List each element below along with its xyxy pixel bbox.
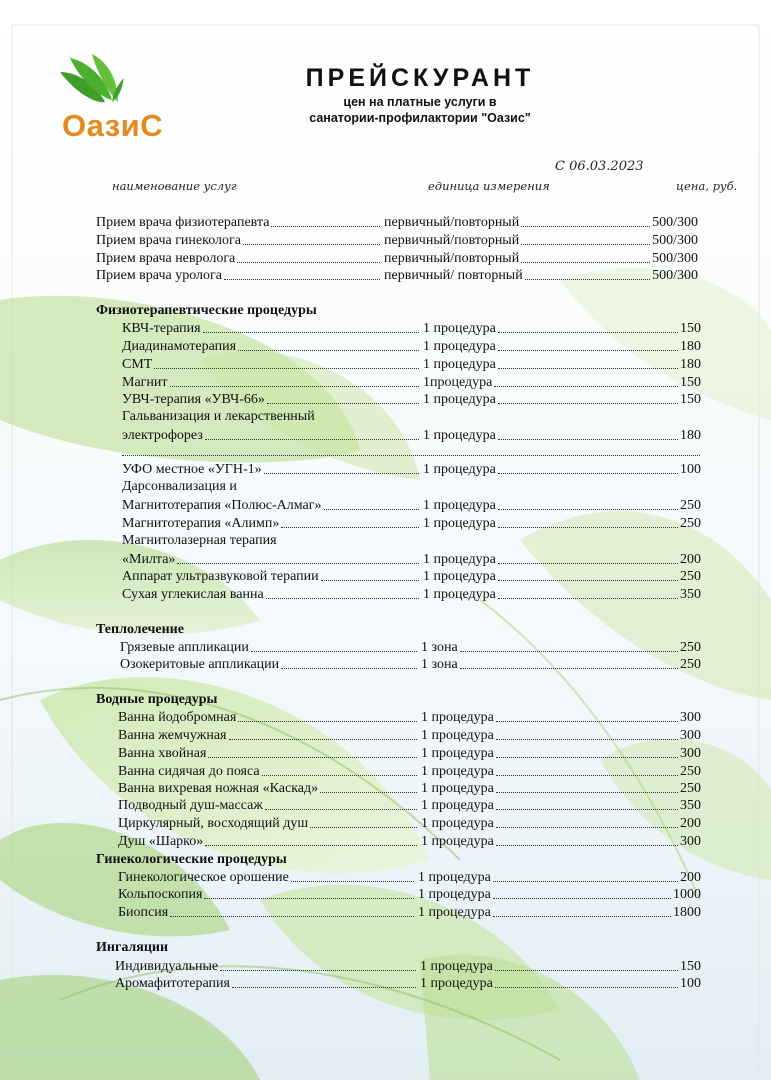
leader-dots xyxy=(460,651,678,652)
unit-label: 1 процедура xyxy=(423,498,496,513)
unit-label: первичный/повторный xyxy=(384,215,520,230)
unit-label: 1 процедура xyxy=(421,746,494,761)
leader-dots xyxy=(177,563,419,564)
price-value: 1000 xyxy=(673,887,701,902)
price-value: 250 xyxy=(680,764,701,779)
leader-dots xyxy=(320,792,417,793)
leader-dots xyxy=(495,970,678,971)
unit-label: 1 процедура xyxy=(423,516,496,531)
unit-label: 1 процедура xyxy=(423,357,496,372)
section-title-heat: Теплолечение xyxy=(96,622,184,637)
price-row xyxy=(122,515,701,532)
service-name: Индивидуальные xyxy=(115,959,219,974)
leader-dots xyxy=(271,226,380,227)
leader-dots xyxy=(496,792,678,793)
price-value: 500/300 xyxy=(652,215,698,230)
leader-dots xyxy=(170,916,414,917)
leader-dots xyxy=(498,473,678,474)
price-value: 250 xyxy=(680,516,701,531)
price-value: 180 xyxy=(680,428,701,443)
leader-dots xyxy=(237,262,380,263)
price-row xyxy=(118,869,701,886)
price-value: 100 xyxy=(680,976,701,991)
leader-dots xyxy=(498,527,678,528)
price-row xyxy=(118,709,701,726)
service-name: Ванна хвойная xyxy=(118,746,207,761)
leader-dots xyxy=(229,739,418,740)
unit-label: первичный/повторный xyxy=(384,251,520,266)
service-name: Озокеритовые аппликации xyxy=(120,657,280,672)
unit-label: 1 процедура xyxy=(421,728,494,743)
service-name: Ванна жемчужная xyxy=(118,728,227,743)
unit-label: 1 процедура xyxy=(421,781,494,796)
leader-dots xyxy=(494,386,678,387)
price-value: 150 xyxy=(680,959,701,974)
price-value: 150 xyxy=(680,392,701,407)
unit-label: 1 процедура xyxy=(418,887,491,902)
logo-text: ОазиС xyxy=(62,108,164,143)
unit-label: 1 процедура xyxy=(423,462,496,477)
service-name: Грязевые аппликации xyxy=(120,640,249,655)
service-name: Магнитотерапия «Полюс-Алмаг» xyxy=(122,498,322,513)
doctor-service: Прием врача физиотерапевта xyxy=(96,215,270,230)
leader-dots xyxy=(291,881,414,882)
price-value: 500/300 xyxy=(652,233,698,248)
leader-dots xyxy=(170,386,419,387)
leader-dots xyxy=(238,721,417,722)
service-name: УВЧ-терапия «УВЧ-66» xyxy=(122,392,265,407)
unit-label: 1 процедура xyxy=(423,569,496,584)
price-row xyxy=(118,797,701,814)
leader-dots xyxy=(265,809,417,810)
leader-dots xyxy=(267,403,419,404)
service-name: СМТ xyxy=(122,357,153,372)
price-row xyxy=(118,727,701,744)
leader-dots xyxy=(251,651,417,652)
service-name: КВЧ-терапия xyxy=(122,321,201,336)
price-row xyxy=(118,815,701,832)
leader-dots xyxy=(281,527,419,528)
price-value: 300 xyxy=(680,728,701,743)
unit-label: 1 процедура xyxy=(423,321,496,336)
leader-dots xyxy=(493,881,678,882)
unit-label: 1 процедура xyxy=(421,710,494,725)
price-value: 350 xyxy=(680,798,701,813)
doctor-service: Прием врача невролога xyxy=(96,251,236,266)
service-name: Ванна йодобромная xyxy=(118,710,237,725)
leader-dots xyxy=(498,580,678,581)
unit-label: 1 зона xyxy=(421,657,458,672)
price-row xyxy=(122,568,701,585)
page-title: ПРЕЙСКУРАНТ xyxy=(305,64,535,92)
leader-dots xyxy=(496,775,678,776)
unit-label: 1 процедура xyxy=(421,764,494,779)
leader-dots xyxy=(521,226,650,227)
service-name: «Милта» xyxy=(122,552,176,567)
section-title-water: Водные процедуры xyxy=(96,692,218,707)
price-value: 250 xyxy=(680,640,701,655)
leader-dots xyxy=(493,916,671,917)
leader-dots xyxy=(496,739,678,740)
unit-label: первичный/повторный xyxy=(384,233,520,248)
unit-label: 1 процедура xyxy=(423,428,496,443)
doctor-service: Прием врача гинеколога xyxy=(96,233,241,248)
subtitle-line-2: санатории-профилактории "Оазис" xyxy=(309,111,531,125)
price-row xyxy=(120,639,701,656)
unit-label: 1 процедура xyxy=(421,798,494,813)
price-value: 200 xyxy=(680,552,701,567)
unit-label: 1 процедура xyxy=(421,816,494,831)
column-header-name: наименование услуг xyxy=(112,179,237,193)
price-row xyxy=(122,374,701,391)
price-value: 200 xyxy=(680,870,701,885)
service-name: Диадинамотерапия xyxy=(122,339,237,354)
price-row xyxy=(96,267,698,284)
leader-dots xyxy=(205,439,419,440)
service-name: Аромафитотерапия xyxy=(115,976,230,991)
unit-label: 1 процедура xyxy=(423,552,496,567)
subtitle-line-1: цен на платные услуги в xyxy=(343,95,497,109)
leader-dots xyxy=(498,439,678,440)
unit-label: 1 процедура xyxy=(423,392,496,407)
leader-dots xyxy=(498,509,678,510)
leader-dots xyxy=(498,403,678,404)
price-value: 250 xyxy=(680,781,701,796)
price-value: 180 xyxy=(680,357,701,372)
column-header-price: цена, руб. xyxy=(676,179,738,193)
effective-date: С 06.03.2023 xyxy=(555,159,644,174)
price-value: 500/300 xyxy=(652,251,698,266)
price-value: 250 xyxy=(680,498,701,513)
price-value: 300 xyxy=(680,746,701,761)
service-name: Дарсонвализация и xyxy=(122,479,237,494)
leader-dots xyxy=(525,279,650,280)
price-value: 1800 xyxy=(673,905,701,920)
unit-label: 1 процедура xyxy=(423,339,496,354)
leader-dots xyxy=(122,455,700,456)
price-row xyxy=(115,975,701,992)
column-header-unit: единица измерения xyxy=(428,179,550,193)
service-name: электрофорез xyxy=(122,428,203,443)
unit-label: 1 процедура xyxy=(423,587,496,602)
service-name: Сухая углекислая ванна xyxy=(122,587,264,602)
service-name: Ванна вихревая ножная «Каскад» xyxy=(118,781,319,796)
service-name: Кольпоскопия xyxy=(118,887,203,902)
price-row xyxy=(118,745,701,762)
price-value: 150 xyxy=(680,375,701,390)
price-value: 300 xyxy=(680,834,701,849)
leader-dots xyxy=(208,757,417,758)
service-name: Биопсия xyxy=(118,905,169,920)
unit-label: первичный/ повторный xyxy=(384,268,523,283)
service-name: Магнит xyxy=(122,375,168,390)
leader-dots xyxy=(498,563,678,564)
price-row xyxy=(118,763,701,780)
service-name: Гальванизация и лекарственный xyxy=(122,409,315,424)
leader-dots xyxy=(324,509,420,510)
price-row xyxy=(122,320,701,337)
section-title-inhal: Ингаляции xyxy=(96,940,169,955)
price-row xyxy=(122,356,701,373)
leader-dots xyxy=(238,350,419,351)
leader-dots xyxy=(495,987,678,988)
price-value: 180 xyxy=(680,339,701,354)
price-value: 100 xyxy=(680,462,701,477)
section-title-gyn: Гинекологические процедуры xyxy=(96,852,287,867)
service-name: Подводный душ-массаж xyxy=(118,798,263,813)
leader-dots xyxy=(498,350,678,351)
leader-dots xyxy=(493,898,671,899)
service-name: УФО местное «УГН-1» xyxy=(122,462,262,477)
leader-dots xyxy=(460,668,678,669)
price-row xyxy=(120,656,701,673)
unit-label: 1 процедура xyxy=(420,959,493,974)
price-row xyxy=(96,250,698,267)
unit-label: 1 процедура xyxy=(418,870,491,885)
leader-dots xyxy=(203,332,419,333)
leader-dots xyxy=(496,827,678,828)
price-row xyxy=(96,214,698,231)
leader-dots xyxy=(232,987,416,988)
leader-dots xyxy=(496,721,678,722)
service-name: Циркулярный, восходящий душ xyxy=(118,816,309,831)
leader-dots xyxy=(204,898,414,899)
leader-dots xyxy=(264,473,419,474)
leader-dots xyxy=(521,262,650,263)
price-value: 250 xyxy=(680,657,701,672)
price-value: 500/300 xyxy=(652,268,698,283)
service-name: Гинекологическое орошение xyxy=(118,870,289,885)
service-name: Душ «Шарко» xyxy=(118,834,204,849)
price-value: 200 xyxy=(680,816,701,831)
price-row xyxy=(122,586,701,603)
price-row xyxy=(122,461,701,478)
price-row xyxy=(96,232,698,249)
price-row xyxy=(122,338,701,355)
price-row xyxy=(122,391,701,408)
leader-dots xyxy=(281,668,417,669)
leader-dots xyxy=(498,368,678,369)
leader-dots xyxy=(224,279,380,280)
section-title-physio: Физиотерапевтические процедуры xyxy=(96,303,317,318)
service-name: Магнитолазерная терапия xyxy=(122,533,277,548)
service-name: Аппарат ультразвуковой терапии xyxy=(122,569,319,584)
leader-dots xyxy=(496,757,678,758)
service-name: Ванна сидячая до пояса xyxy=(118,764,260,779)
price-row xyxy=(122,551,701,568)
leader-dots xyxy=(266,598,419,599)
price-row xyxy=(118,780,701,797)
leader-dots xyxy=(498,598,678,599)
leader-dots xyxy=(321,580,419,581)
unit-label: 1 зона xyxy=(421,640,458,655)
doctor-service: Прием врача уролога xyxy=(96,268,222,283)
unit-label: 1 процедура xyxy=(418,905,491,920)
service-name: Магнитотерапия «Алимп» xyxy=(122,516,280,531)
leader-dots xyxy=(310,827,417,828)
leader-dots xyxy=(496,809,678,810)
price-value: 250 xyxy=(680,569,701,584)
unit-label: 1 процедура xyxy=(420,976,493,991)
price-row xyxy=(118,833,701,850)
price-row xyxy=(122,497,701,514)
price-row xyxy=(118,904,701,921)
leader-dots xyxy=(220,970,416,971)
leader-dots xyxy=(154,368,419,369)
price-row xyxy=(115,958,701,975)
leader-dots xyxy=(498,332,678,333)
price-value: 300 xyxy=(680,710,701,725)
price-row xyxy=(122,427,701,444)
leader-dots xyxy=(496,845,678,846)
leader-dots xyxy=(205,845,417,846)
price-row xyxy=(118,886,701,903)
leader-dots xyxy=(243,244,380,245)
price-value: 150 xyxy=(680,321,701,336)
leader-dots xyxy=(262,775,417,776)
leader-dots xyxy=(521,244,650,245)
price-value: 350 xyxy=(680,587,701,602)
unit-label: 1 процедура xyxy=(421,834,494,849)
unit-label: 1процедура xyxy=(423,375,493,390)
